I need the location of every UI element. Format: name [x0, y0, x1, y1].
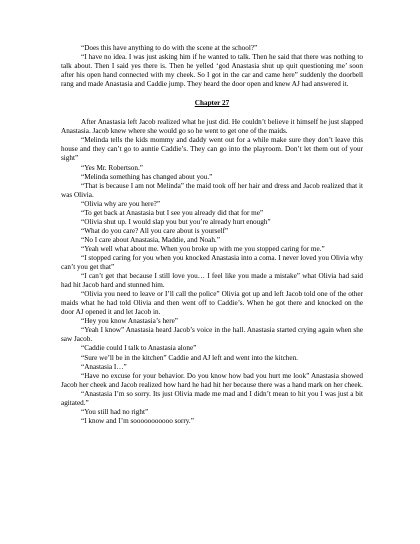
paragraph: “You still had no right”: [81, 407, 149, 416]
paragraph: “Does this have anything to do with the scene at the school?”: [81, 44, 258, 52]
paragraph: “Have no excuse for your behavior. Do you know how bad you hurt me look” Anastasia showed Jacob her cheek and Jacob realized how hard he had hit her because there was a hand mark on her cheek.: [61, 371, 363, 389]
paragraph: “Melinda tells the kids mommy and daddy went out for a while make sure they don’t leave this house and they can’t go to auntie Caddie’s. They can go into the playroom. Don’t let them out of your sight”: [61, 136, 363, 163]
paragraph: “What do you care? All you care about is yourself”: [81, 226, 229, 235]
paragraph: “Yeah I know” Anastasia heard Jacob’s voice in the hall. Anastasia started crying again when she saw Jacob.: [61, 326, 363, 344]
paragraph: “Hey you know Anastasia’s here”: [81, 317, 179, 326]
chapter-heading: Chapter 27: [194, 99, 230, 108]
paragraph: “Anastasia I…”: [81, 362, 127, 371]
paragraph: After Anastasia left Jacob realized what he just did. He couldn’t believe it himself he just slapped Anastasia. Jacob knew where she would go so he went to get one of the maids.: [61, 118, 363, 136]
paragraph: “I know and I’m sooooooooooo sorry.”: [81, 416, 194, 425]
paragraph: “I have no idea. I was just asking him if he wanted to talk. Then he said that there was nothing to talk about. Then I said yes there is. Then he yelled ‘god Anastasia shut up quit questioning me’ soon after his open hand connected with my cheek. So I got in the car and came here” suddenly the doorbell rang and made Anastasia and Caddie jump. They heard the door open and knew AJ had answered it.: [61, 53, 363, 89]
paragraph: “Olivia you need to leave or I’ll call the police” Olivia got up and left Jacob told one of the other maids what he had told Olivia and then went off to Caddie’s. When he got there and knocked on the door AJ opened it and let Jacob in.: [61, 290, 363, 317]
paragraph: “Olivia why are you here?”: [81, 199, 161, 208]
paragraph: “Anastasia I’m so sorry. Its just Olivia made me mad and I didn’t mean to hit you I was just a bit agitated.”: [61, 389, 363, 407]
paragraph: “Melinda something has changed about you.”: [81, 172, 213, 181]
paragraph: “I stopped caring for you when you knocked Anastasia into a coma. I never loved you Olivia why can’t you get that”: [61, 253, 363, 272]
paragraph: “Sure we’ll be in the kitchen” Caddie and AJ left and went into the kitchen.: [81, 353, 298, 362]
paragraph: “No I care about Anastasia, Maddie, and Noah.”: [81, 235, 220, 244]
paragraph: “Yes Mr. Robertson.”: [81, 163, 143, 172]
paragraph: “I can’t get that because I still love you… I feel like you made a mistake” what Olivia had said had hit Jacob hard and stunned him.: [61, 272, 363, 290]
paragraph: “Yeah well what about me. When you broke up with me you stopped caring for me.”: [81, 244, 325, 253]
spacer: [61, 89, 363, 99]
text-column: [61, 44, 363, 426]
paragraph: “Olivia shut up. I would slap you but you’re already hurt enough”: [81, 217, 271, 226]
paragraph: “That is because I am not Melinda” the maid took off her hair and dress and Jacob realized that it was Olivia.: [61, 181, 363, 199]
paragraph: “Caddie could I talk to Anastasia alone”: [81, 344, 197, 353]
spacer: [61, 108, 363, 118]
paragraph: “To get back at Anastasia but I see you already did that for me”: [81, 208, 264, 217]
